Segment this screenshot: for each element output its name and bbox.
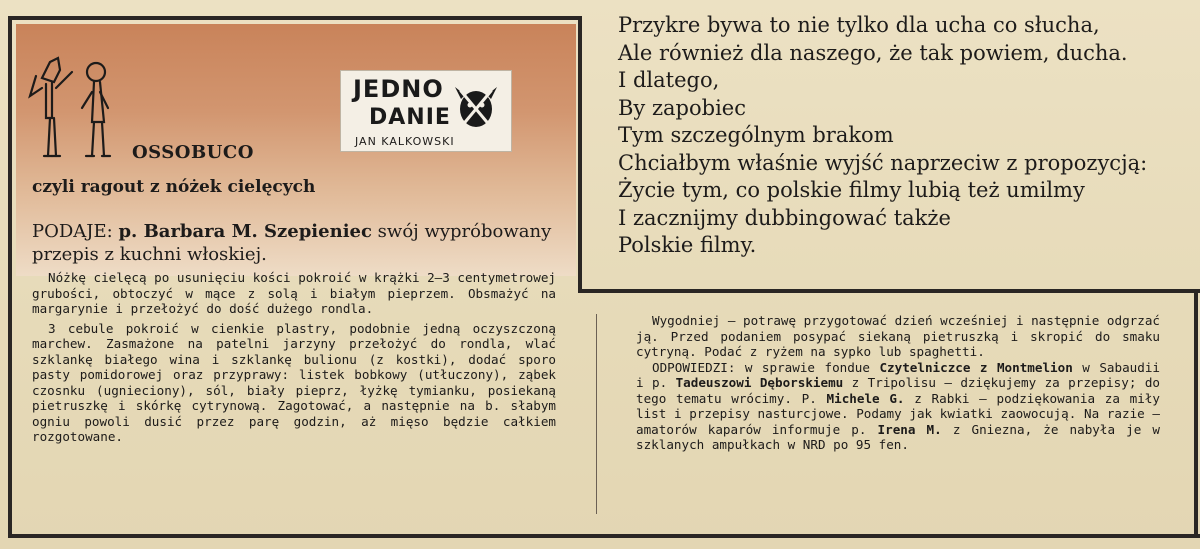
intro-prefix: PODAJE: xyxy=(32,221,119,242)
recipe-paragraph-1: Nóżkę cielęcą po usunięciu kości pokroić w krążki 2—3 centymetrowej grubości, obtoczyć w mące z solą i białym pieprzem. Obsmażyć na margarynie i przełożyć do dość dużego rondla. xyxy=(32,270,556,316)
notes-text: z Tripolisu — dziękujemy za przepisy; do tego tematu wrócimy. P. xyxy=(636,375,1160,406)
logo-author: JAN KALKOWSKI xyxy=(355,135,455,148)
two-figures-illustration xyxy=(28,56,128,166)
poem-line: I dlatego, xyxy=(618,68,720,92)
logo-line-2: DANIE xyxy=(369,105,451,130)
frame-step-rule xyxy=(578,289,1200,293)
notes-text: z Rabki — podziękowania za miły list i przepisy nasturcjowe. Podamy jak kwiatki zaowocują. Na razie — amatorów kaparów informuje p. xyxy=(636,390,1160,437)
column-divider xyxy=(596,314,597,514)
notes-name: Irena M. xyxy=(877,421,942,437)
poem-line: Przykre bywa to nie tylko dla ucha co słucha, xyxy=(618,13,1100,37)
fork-knife-bull-icon xyxy=(447,77,505,137)
intro-author: p. Barbara M. Szepieniec xyxy=(118,221,372,242)
frame-right-rule xyxy=(1194,289,1198,538)
logo-line-1: JEDNO xyxy=(353,75,444,103)
column-logo xyxy=(340,70,512,152)
frame-left-rule xyxy=(8,16,12,538)
frame-middle-rule xyxy=(578,16,582,293)
notes-name: Tadeuszowi Dęborskiemu xyxy=(675,375,844,390)
frame-top-rule xyxy=(8,16,580,20)
notes-paragraph-1: Wygodniej — potrawę przygotować dzień wcześniej i następnie odgrzać ją. Przed podaniem posypać siekaną pietruszką i skropić do smaku cytryną. Podać z ryżem na sypko lub spaghetti. xyxy=(636,313,1160,359)
notes-column xyxy=(636,313,1160,453)
notes-text: ODPOWIEDZI: w sprawie fondue xyxy=(652,359,880,375)
poem-line: By zapobiec xyxy=(618,95,746,120)
recipe-paragraph-2: 3 cebule pokroić w cienkie plastry, podobnie jedną oczyszczoną marchew. Zasmażone na patelni jarzyny przełożyć do rondla, wlać szklankę białego wina i szklankę bulionu (z kostki), dodać sporo pasty pomidorowej oraz przyprawy: listek bobkowy (utłuczony), ząbek czosnku (ugnieciony), sól, biały pieprz, łyżkę tymianku, posiekaną pietruszkę i skórkę cytrynową. Zagotować, a następnie na b. słabym ogniu powoli dusić przez parę godzin, aż mięso będzie całkiem rozgotowane. xyxy=(32,320,556,444)
notes-paragraph-2 xyxy=(636,360,1160,453)
poem xyxy=(618,12,1200,260)
recipe-title: OSSOBUCO xyxy=(132,142,254,163)
poem-line: Życie tym, co polskie filmy lubią też umilmy xyxy=(618,178,1085,202)
recipe-body xyxy=(32,270,556,449)
notes-text: w Sabaudii i p. xyxy=(636,359,1160,390)
recipe-subtitle: czyli ragout z nóżek cielęcych xyxy=(32,177,316,197)
notes-name: Michele G. xyxy=(826,390,905,406)
intro-suffix: swój wypróbowany przepis z kuchni włoskiej. xyxy=(32,221,552,265)
recipe-intro xyxy=(32,220,560,266)
notes-text: z Gniezna, że nabyła je w szklanych ampułkach w NRD po 95 fen. xyxy=(636,421,1160,452)
notes-name: Czytelniczce z Montmelion xyxy=(879,359,1073,375)
frame-bottom-rule xyxy=(8,534,1200,538)
poem-line: Tym szczególnym brakom xyxy=(618,123,894,147)
poem-line: Ale również dla naszego, że tak powiem, ducha. xyxy=(618,40,1128,65)
poem-line: Chciałbym właśnie wyjść naprzeciw z propozycją: xyxy=(618,150,1148,175)
poem-line: Polskie filmy. xyxy=(618,233,757,257)
poem-line: I zacznijmy dubbingować także xyxy=(618,205,951,230)
